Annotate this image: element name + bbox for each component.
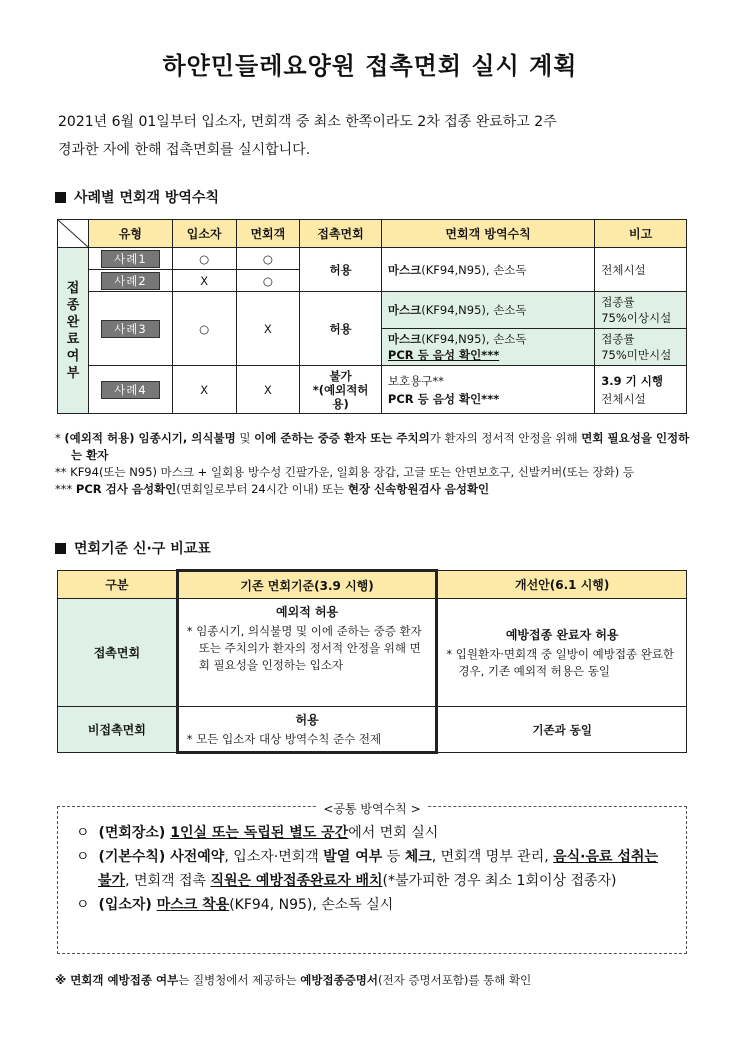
common-rules-box: [57, 802, 687, 954]
square-bullet-icon: [55, 543, 66, 554]
case-2-visitor: ○: [236, 270, 300, 292]
case-3a-rule: 마스크(KF94,N95), 손소독: [381, 292, 594, 329]
case-3-allow: 허용: [300, 292, 382, 366]
header-type: 유형: [89, 220, 173, 248]
section-heading-cases: 사례별 면회객 방역수칙: [55, 187, 219, 207]
row-contact-visit-old: 예외적 허용 * 임종시기, 의식불명 및 이에 준하는 중증 환자 또는 주치의가 환자의 정서적 안정을 위해 면회 필요성을 인정하는 입소자: [177, 599, 437, 707]
common-rules-label: <공통 방역수칙 >: [317, 802, 426, 816]
header-old-standard: 기존 면회기준(3.9 시행): [177, 571, 437, 599]
row-noncontact-visit-label: 비접촉면회: [58, 707, 178, 753]
section-heading-comparison: 면회기준 신·구 비교표: [55, 538, 211, 558]
case-2-badge: 사례2: [101, 272, 160, 290]
row-contact-visit-new: 예방접종 완료자 허용 * 입원환자·면회객 중 일방이 예방접종 완료한 경우, 기존 예외적 허용은 동일: [437, 599, 687, 707]
page-title: 하얀민들레요양원 접촉면회 실시 계획: [162, 52, 578, 80]
case-3a-note: 접종률 75%이상시설: [595, 292, 687, 329]
table-footnotes: [55, 430, 695, 498]
intro-paragraph: [58, 108, 688, 164]
case-4-rule: 보호용구** PCR 등 음성 확인***: [381, 366, 594, 414]
case-3-visitor: X: [236, 292, 300, 366]
header-category: 구분: [58, 571, 178, 599]
case-3b-note: 접종률 75%미만시설: [595, 329, 687, 366]
header-resident: 입소자: [172, 220, 236, 248]
intro-line-2: 경과한 자에 한해 접촉면회를 실시합니다.: [58, 142, 311, 158]
header-new-standard: 개선안(6.1 시행): [437, 571, 687, 599]
case-4-resident: X: [172, 366, 236, 414]
footnote-1: * (예외적 허용) 임종시기, 의식불명 및 이에 준하는 중증 환자 또는 주치의가 환자의 정서적 안정을 위해 면회 필요성을 인정하는 환자: [55, 431, 690, 462]
case-3-badge: 사례3: [101, 320, 160, 338]
case-12-rule: 마스크(KF94,N95), 손소독: [381, 248, 594, 292]
case-12-note: 전체시설: [595, 248, 687, 292]
case-1-type: [89, 248, 173, 270]
case-12-allow: 허용: [300, 248, 382, 292]
case-4-type: [89, 366, 173, 414]
header-visitor-rules: 면회객 방역수칙: [381, 220, 594, 248]
intro-line-1: 2021년 6월 01일부터 입소자, 면회객 중 최소 한쪽이라도 2차 접종 완료하고 2주: [58, 114, 557, 130]
square-bullet-icon: [55, 192, 66, 203]
case-3-resident: ○: [172, 292, 236, 366]
common-rule-3: ㅇ (입소자) 마스크 착용(KF94, N95), 손소독 실시: [76, 897, 394, 913]
common-rule-2: ㅇ (기본수칙) 사전예약, 입소자·면회객 발열 여부 등 체크, 면회객 명부 관리, 음식·음료 섭취는 불가, 면회객 접촉 직원은 예방접종완료자 배치(*불가피한 경우 최소 1회이상 접종자): [76, 849, 658, 889]
common-rule-1: ㅇ (면회장소) 1인실 또는 독립된 별도 공간에서 면회 실시: [76, 825, 439, 841]
case-4-note: 3.9 기 시행 전체시설: [595, 366, 687, 414]
case-4-allow: 불가 *(예외적허 용): [300, 366, 382, 414]
case-4-visitor: X: [236, 366, 300, 414]
case-2-type: [89, 270, 173, 292]
footnote-2: ** KF94(또는 N95) 마스크 + 일회용 방수성 긴팔가운, 일회용 장갑, 고글 또는 안면보호구, 신발커버(또는 장화) 등: [55, 465, 635, 479]
case-4-badge: 사례4: [101, 381, 160, 399]
header-remarks: 비고: [595, 220, 687, 248]
vaccination-status-label: 접 종 완 료 여 부: [58, 248, 89, 414]
footer-note: ※ 면회객 예방접종 여부는 질병청에서 제공하는 예방접종증명서(전자 증명서포함)를 통해 확인: [55, 973, 532, 987]
case-3b-rule: 마스크(KF94,N95), 손소독 PCR 등 음성 확인***: [381, 329, 594, 366]
diagonal-header-cell: [58, 220, 89, 248]
row-noncontact-visit-old: 허용 * 모든 입소자 대상 방역수칙 준수 전제: [177, 707, 437, 753]
header-contact-visit: 접촉면회: [300, 220, 382, 248]
row-noncontact-visit-new: 기존과 동일: [437, 707, 687, 753]
case-3-type: [89, 292, 173, 366]
case-1-badge: 사례1: [101, 250, 160, 268]
comparison-table: [57, 569, 687, 754]
diagonal-line-icon: [58, 220, 88, 247]
header-visitor: 면회객: [236, 220, 300, 248]
row-contact-visit-label: 접촉면회: [58, 599, 178, 707]
case-1-resident: ○: [172, 248, 236, 270]
footnote-3: *** PCR 검사 음성확인(면회일로부터 24시간 이내) 또는 현장 신속항원검사 음성확인: [55, 482, 490, 496]
cases-table: [57, 219, 687, 414]
case-2-resident: X: [172, 270, 236, 292]
case-1-visitor: ○: [236, 248, 300, 270]
